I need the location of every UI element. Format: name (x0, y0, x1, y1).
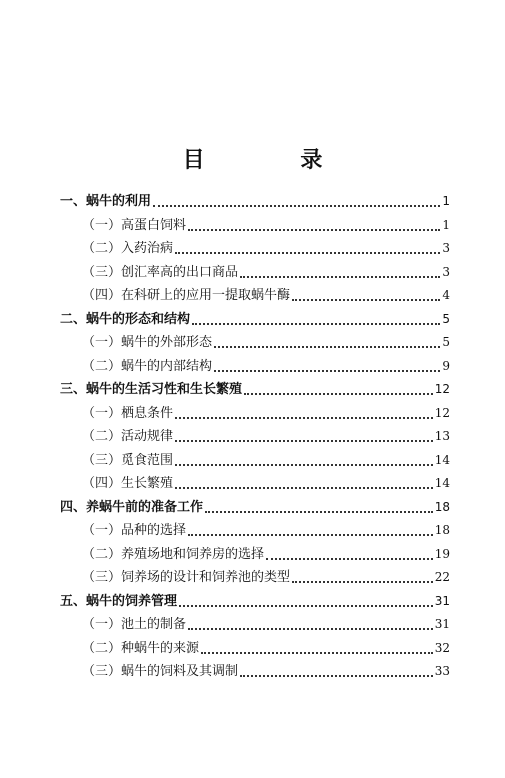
dot-leader (192, 322, 440, 325)
dot-leader (175, 416, 433, 419)
dot-leader (179, 604, 433, 607)
toc-entry-label: （一）栖息条件 (82, 405, 174, 421)
toc-subsection-row[interactable] (60, 660, 450, 684)
toc-page-number: 12 (434, 382, 450, 396)
toc-entry-label: 五、蜗牛的饲养管理 (60, 593, 178, 609)
toc-entry-label: （一）池土的制备 (82, 617, 187, 632)
toc-section-row[interactable] (60, 308, 450, 332)
toc-subsection-row[interactable] (60, 613, 450, 637)
toc-page-number: 1 (442, 194, 450, 208)
toc-subsection-row[interactable] (60, 472, 450, 496)
toc-page-number: 5 (442, 335, 450, 349)
toc-subsection-row[interactable] (60, 331, 450, 355)
toc-page-number: 18 (434, 499, 450, 514)
toc-page-number: 13 (434, 429, 450, 443)
toc-entry-label: （一）蜗牛的外部形态 (82, 335, 213, 350)
toc-page-number: 1 (442, 217, 450, 232)
dot-leader (175, 486, 433, 489)
toc-page-number: 22 (434, 570, 450, 584)
toc-entry-label: 三、蜗牛的生活习性和生长繁殖 (60, 382, 243, 397)
toc-page-number: 32 (434, 640, 450, 655)
toc-subsection-row[interactable] (60, 402, 450, 426)
toc-section-row[interactable] (60, 378, 450, 402)
toc-entry-label: （二）活动规律 (82, 429, 174, 444)
toc-page-number: 14 (434, 452, 450, 467)
toc-entry-label: （二）种蜗牛的来源 (82, 640, 200, 656)
dot-leader (175, 439, 433, 442)
dot-leader (214, 345, 440, 348)
toc-page-number: 5 (442, 311, 450, 326)
toc-page-number: 9 (442, 358, 450, 373)
toc-section-row[interactable] (60, 590, 450, 614)
toc-entry-label: 二、蜗牛的形态和结构 (60, 311, 191, 327)
toc-page-number: 12 (434, 405, 450, 420)
toc-subsection-row[interactable] (60, 566, 450, 590)
toc-subsection-row[interactable] (60, 449, 450, 473)
dot-leader (240, 275, 440, 278)
toc-entry-label: （一）品种的选择 (82, 523, 187, 538)
dot-leader (205, 510, 433, 513)
toc-entry-label: （二）蜗牛的内部结构 (82, 358, 213, 374)
page-title: 目 录 (182, 147, 367, 173)
toc-page-number: 33 (434, 664, 450, 678)
toc-page-number: 19 (434, 546, 450, 561)
toc-page-number: 4 (442, 288, 450, 302)
dot-leader (188, 533, 433, 536)
dot-leader (240, 674, 433, 677)
dot-leader (244, 392, 433, 395)
toc-page-number: 14 (434, 476, 450, 490)
dot-leader (175, 251, 440, 254)
toc-entry-label: 一、蜗牛的利用 (60, 194, 152, 209)
toc-section-row[interactable] (60, 190, 450, 214)
dot-leader (292, 580, 433, 583)
toc-subsection-row[interactable] (60, 261, 450, 285)
toc-subsection-row[interactable] (60, 355, 450, 379)
dot-leader (201, 651, 433, 654)
toc-entry-label: （三）觅食范围 (82, 452, 174, 468)
toc-entry-label: （三）蜗牛的饲料及其调制 (82, 664, 239, 679)
toc-entry-label: （二）养殖场地和饲养房的选择 (82, 546, 265, 562)
toc-subsection-row[interactable] (60, 425, 450, 449)
dot-leader (292, 298, 440, 301)
dot-leader (175, 463, 433, 466)
toc-entry-label: （三）饲养场的设计和饲养池的类型 (82, 570, 291, 585)
toc-subsection-row[interactable] (60, 637, 450, 661)
dot-leader (266, 557, 433, 560)
table-of-contents (60, 190, 450, 684)
toc-subsection-row[interactable] (60, 237, 450, 261)
toc-section-row[interactable] (60, 496, 450, 520)
toc-subsection-row[interactable] (60, 284, 450, 308)
toc-subsection-row[interactable] (60, 519, 450, 543)
toc-subsection-row[interactable] (60, 543, 450, 567)
dot-leader (188, 627, 433, 630)
toc-page-number: 18 (434, 523, 450, 537)
toc-entry-label: 四、养蜗牛前的准备工作 (60, 499, 204, 515)
dot-leader (214, 369, 440, 372)
toc-page-number: 3 (442, 264, 450, 279)
dot-leader (153, 204, 440, 207)
toc-entry-label: （一）高蛋白饲料 (82, 217, 187, 233)
toc-entry-label: （四）生长繁殖 (82, 476, 174, 491)
toc-page-number: 3 (442, 241, 450, 255)
toc-page-number: 31 (434, 593, 450, 608)
toc-entry-label: （三）创汇率高的出口商品 (82, 264, 239, 280)
dot-leader (188, 228, 440, 231)
toc-page-number: 31 (434, 617, 450, 631)
toc-entry-label: （二）入药治病 (82, 241, 174, 256)
toc-entry-label: （四）在科研上的应用一提取蜗牛酶 (82, 288, 291, 303)
toc-subsection-row[interactable] (60, 214, 450, 238)
